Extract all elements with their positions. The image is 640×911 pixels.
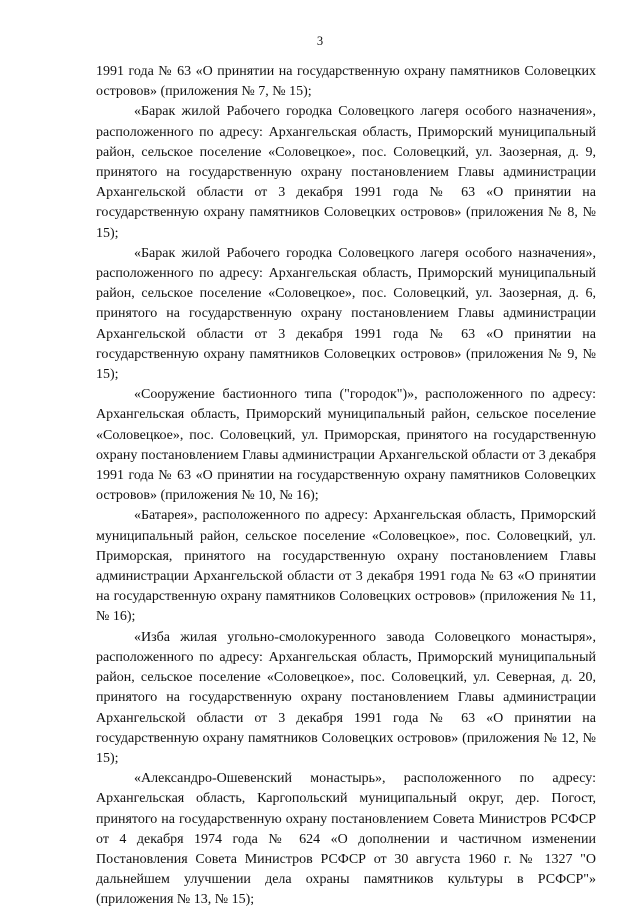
paragraph-3: «Барак жилой Рабочего городка Соловецкого лагеря особого назначения», расположенного по адресу: Архангельская область, Приморский муниципальный район, сельское поселение «Соловецкое», пос. Соловецкий, ул. Заозерная, д. 6, принятого на государственную охрану постановлением Главы администрации Архангельской области от 3 декабря 1991 года № 63 «О принятии на государственную охрану памятников Соловецких островов» (приложения № 9, № 15);: [96, 245, 596, 383]
paragraph-4: «Сооружение бастионного типа ("городок")», расположенного по адресу: Архангельская область, Приморский муниципальный район, сельское поселение «Соловецкое», пос. Соловецкий, ул. Приморская, принятого на государственную охрану постановлением Главы администрации Архангельской области от 3 декабря 1991 года № 63 «О принятии на государственную охрану памятников Соловецких островов» (приложения № 10, № 16);: [96, 387, 596, 504]
paragraph-2: «Барак жилой Рабочего городка Соловецкого лагеря особого назначения», расположенного по адресу: Архангельская область, Приморский муниципальный район, сельское поселение «Соловецкое», пос. Соловецкий, ул. Заозерная, д. 9, принятого на государственную охрану постановлением Главы администрации Архангельской области от 3 декабря 1991 года № 63 «О принятии на государственную охрану памятников Соловецких островов» (приложения № 8, № 15);: [96, 104, 596, 241]
paragraph-1: 1991 года № 63 «О принятии на государственную охрану памятников Соловецких островов» (приложения № 7, № 15);: [96, 64, 596, 100]
paragraph-7: «Александро-Ошевенский монастырь», расположенного по адресу: Архангельская область, Каргопольский муниципальный округ, дер. Погост, принятого на государственную охрану постановлением Совета Министров РСФСР от 4 декабря 1974 года № 624 «О дополнении и частичном изменении Постановления Совета Министров РСФСР от 30 августа 1960 г. № 1327 "О дальнейшем улучшении дела охраны памятников культуры в РСФСР"» (приложения № 13, № 15);: [96, 771, 596, 908]
document-body: [96, 62, 596, 911]
paragraph-5: «Батарея», расположенного по адресу: Архангельская область, Приморский муниципальный район, сельское поселение «Соловецкое», пос. Соловецкий, ул. Приморская, принятого на государственную охрану постановлением Главы администрации Архангельской области от 3 декабря 1991 года № 63 «О принятии на государственную охрану памятников Соловецких островов» (приложения № 11, № 16);: [96, 508, 596, 625]
paragraph-6: «Изба жилая угольно-смолокуренного завода Соловецкого монастыря», расположенного по адресу: Архангельская область, Приморский муниципальный район, сельское поселение «Соловецкое», пос. Соловецкий, ул. Северная, д. 20, принятого на государственную охрану постановлением Главы администрации Архангельской области от 3 декабря 1991 года № 63 «О принятии на государственную охрану памятников Соловецких островов» (приложения № 12, № 15);: [96, 629, 596, 766]
page-number: 3: [316, 34, 324, 48]
